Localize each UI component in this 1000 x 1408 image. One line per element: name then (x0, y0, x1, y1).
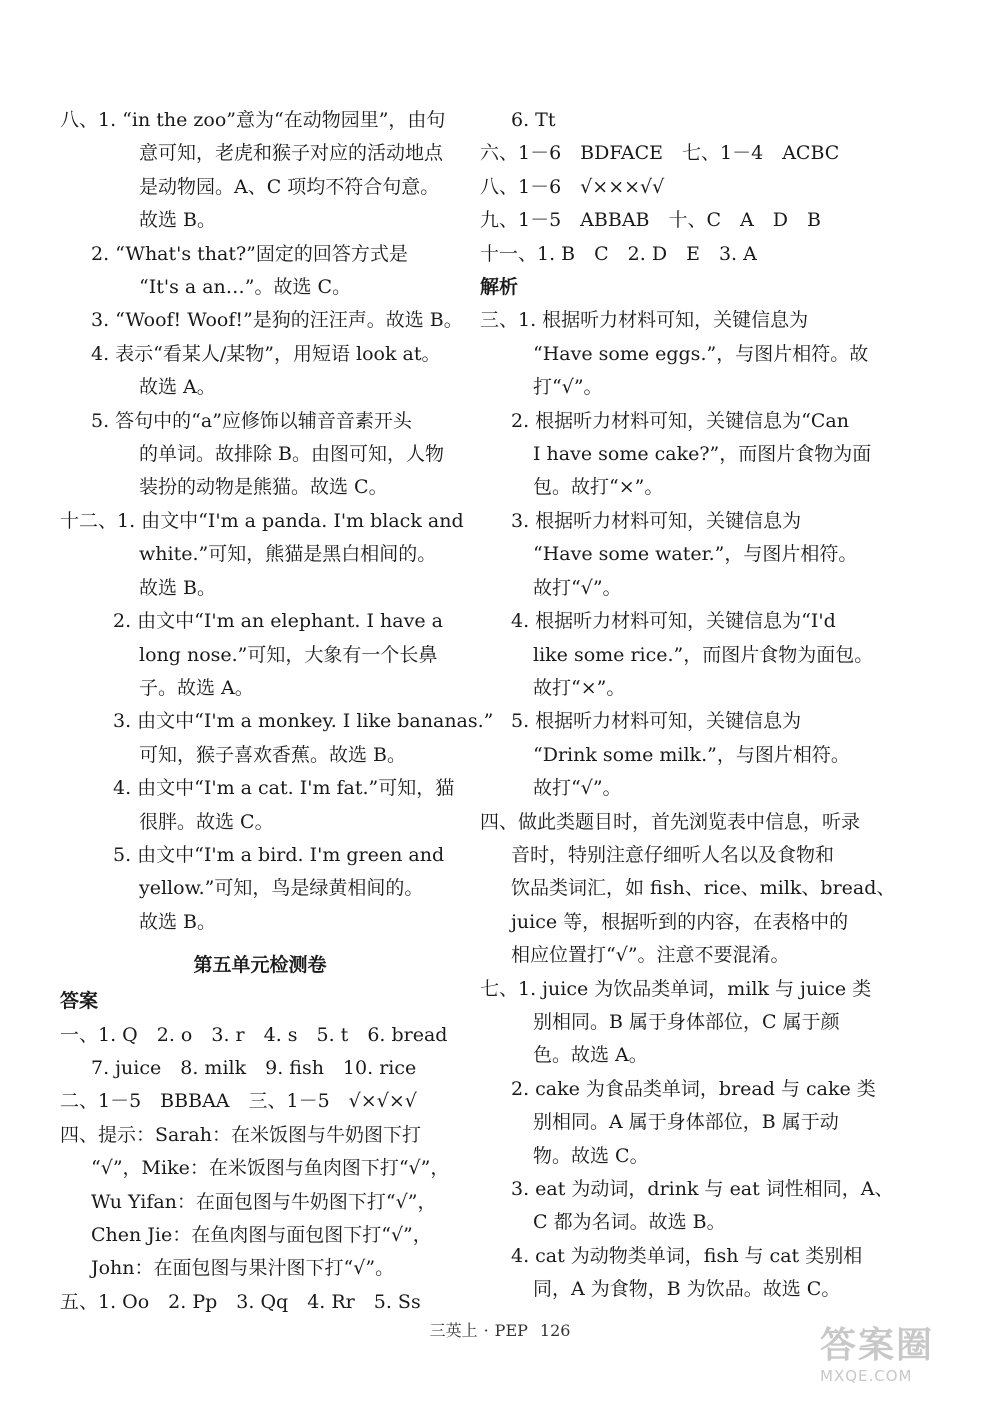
text-line: 色。故选 A。 (533, 1044, 648, 1067)
text-line: 可知，猴子喜欢香蕉。故选 B。 (139, 743, 407, 766)
text-line: 音时，特别注意仔细听人名以及食物和 (511, 843, 835, 866)
text-line: 故打“√”。 (533, 576, 622, 599)
text-line: 5. 答句中的“a”应修饰以辅音音素开头 (91, 409, 412, 432)
text-line: 同，A 为食物，B 为饮品。故选 C。 (533, 1278, 841, 1301)
text-line: 3. 由文中“I'm a monkey. I like bananas.” (113, 710, 494, 733)
text-line: 六、1－6 BDFACE 七、1－4 ACBC (480, 142, 840, 165)
text-line: white.”可知，熊猫是黑白相间的。 (139, 543, 437, 566)
text-line: 四、做此类题目时，首先浏览表中信息，听录 (480, 810, 861, 833)
text-line: juice 等，根据听到的内容，在表格中的 (511, 910, 849, 933)
right-column (480, 104, 896, 1307)
text-line: “Have some eggs.”，与图片相符。故 (533, 342, 869, 365)
text-line: 九、1－5 ABBAB 十、C A D B (480, 209, 821, 232)
text-line: 别相同。B 属于身体部位，C 属于颜 (533, 1010, 840, 1033)
text-line: 八、1. “in the zoo”意为“在动物园里”，由句 (60, 109, 446, 131)
text-line: C 都为名词。故选 B。 (533, 1211, 726, 1234)
text-line: 二、1－5 BBBAA 三、1－5 √×√×√ (60, 1090, 417, 1113)
watermark-logo (820, 1325, 985, 1397)
left-column (60, 104, 494, 1319)
text-line: 打“√”。 (533, 376, 603, 399)
text-line: 物。故选 C。 (533, 1144, 649, 1167)
text-line: 2. cake 为食品类单词，bread 与 cake 类 (511, 1077, 876, 1100)
watermark-brand: 答案圈 (820, 1325, 935, 1366)
text-line: 七、1. juice 为饮品类单词，milk 与 juice 类 (480, 977, 872, 1000)
text-line: yellow.”可知，鸟是绿黄相间的。 (139, 877, 424, 900)
section-heading: 解析 (480, 276, 519, 299)
text-line: 6. Tt (511, 109, 556, 131)
text-line: 5. 根据听力材料可知，关键信息为 (511, 710, 802, 733)
text-line: 的单词。故排除 B。由图可知，人物 (139, 443, 445, 466)
text-line: 2. 根据听力材料可知，关键信息为“Can (511, 409, 849, 432)
text-line: 五、1. Oo 2. Pp 3. Qq 4. Rr 5. Ss (60, 1290, 421, 1313)
text-line: 2. 由文中“I'm an elephant. I have a (113, 610, 443, 633)
text-line: 故选 B。 (139, 209, 217, 232)
page-footer: 三英上 · PEP 126 (429, 1321, 571, 1340)
text-line: 故打“×”。 (533, 676, 626, 699)
text-line: Chen Jie：在鱼肉图与面包图下打“√”， (91, 1224, 432, 1246)
text-line: 八、1－6 √×××√√ (480, 175, 665, 198)
text-line: 很胖。故选 C。 (139, 810, 274, 833)
text-line: 5. 由文中“I'm a bird. I'm green and (113, 843, 445, 866)
text-line: 4. 根据听力材料可知，关键信息为“I'd (511, 610, 836, 633)
text-line: “It's a an…”。故选 C。 (139, 276, 352, 299)
text-line: 意可知，老虎和猴子对应的活动地点 (139, 142, 444, 165)
text-line: John：在面包图与果汁图下打“√”。 (91, 1257, 395, 1280)
text-line: 7. juice 8. milk 9. fish 10. rice (91, 1056, 417, 1079)
text-line: I have some cake?”，而图片食物为面 (533, 443, 872, 466)
text-line: 包。故打“×”。 (533, 476, 664, 499)
text-line: 4. cat 为动物类单词，fish 与 cat 类别相 (511, 1244, 863, 1267)
footer-grade: 三英上 (429, 1321, 478, 1340)
text-line: 4. 由文中“I'm a cat. I'm fat.”可知，猫 (113, 777, 455, 800)
text-line: 三、1. 根据听力材料可知，关键信息为 (480, 309, 809, 332)
text-line: 饮品类词汇，如 fish、rice、milk、bread、 (511, 877, 896, 900)
text-line: 故打“√”。 (533, 777, 622, 800)
text-line: 十一、1. B C 2. D E 3. A (480, 242, 757, 265)
text-line: “Drink some milk.”，与图片相符。 (533, 743, 850, 766)
text-line: 4. 表示“看某人/某物”，用短语 look at。 (91, 342, 441, 365)
text-line: 子。故选 A。 (139, 676, 254, 699)
text-line: “√”，Mike：在米饭图与鱼肉图下打“√”， (91, 1157, 450, 1180)
text-line: 故选 B。 (139, 910, 217, 933)
text-line: 四、提示：Sarah：在米饭图与牛奶图下打 (60, 1123, 421, 1146)
text-line: 别相同。A 属于身体部位，B 属于动 (533, 1111, 839, 1134)
text-line: like some rice.”，而图片食物为面包。 (533, 643, 874, 666)
text-line: 十二、1. 由文中“I'm a panda. I'm black and (60, 509, 464, 532)
text-line: 装扮的动物是熊猫。故选 C。 (139, 476, 388, 499)
page-number: 126 (539, 1321, 571, 1340)
text-line: 2. “What's that?”固定的回答方式是 (91, 242, 408, 265)
text-line: 故选 A。 (139, 376, 216, 399)
text-line: 相应位置打“√”。注意不要混淆。 (511, 944, 790, 967)
section-title: 第五单元检测卷 (193, 954, 327, 977)
section-heading: 答案 (60, 990, 99, 1013)
text-line: 故选 B。 (139, 576, 217, 599)
text-line: “Have some water.”，与图片相符。 (533, 543, 858, 566)
text-line: 3. eat 为动词，drink 与 eat 词性相同，A、 (511, 1178, 894, 1200)
text-line: 是动物园。A、C 项均不符合句意。 (139, 175, 440, 198)
text-line: long nose.”可知，大象有一个长鼻 (139, 643, 438, 666)
text-line: Wu Yifan：在面包图与牛奶图下打“√”， (91, 1190, 437, 1213)
footer-edition: PEP (494, 1321, 528, 1340)
text-line: 一、1. Q 2. o 3. r 4. s 5. t 6. bread (60, 1023, 448, 1046)
text-line: 3. “Woof! Woof!”是狗的汪汪声。故选 B。 (91, 309, 463, 332)
watermark-url: MXQE.COM (820, 1367, 913, 1385)
text-line: 3. 根据听力材料可知，关键信息为 (511, 509, 802, 532)
